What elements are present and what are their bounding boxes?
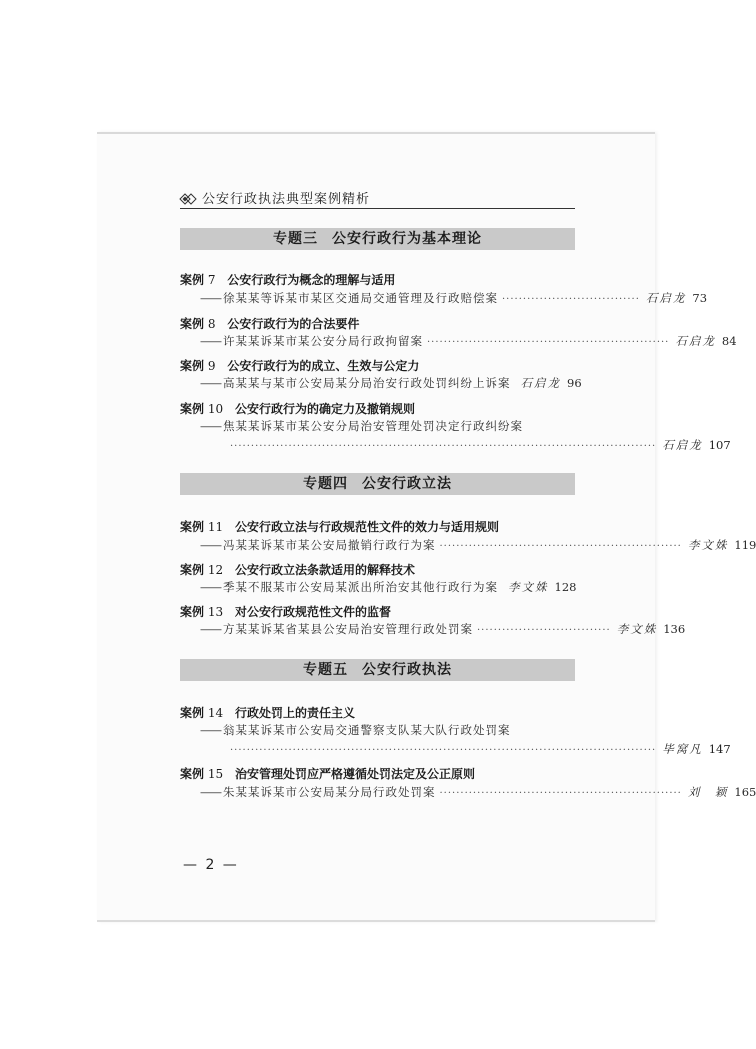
case-name: 公安行政行为的确定力及撤销规则	[234, 402, 415, 416]
case-title	[180, 271, 395, 288]
section-header	[180, 659, 575, 681]
case-subtitle-text: 方某某诉某省某县公安局治安管理行政处罚案	[223, 622, 473, 636]
case-number: 10	[207, 402, 224, 416]
case-label: 案例	[180, 273, 205, 287]
case-page-number: 107	[708, 438, 731, 452]
section-number: 专题五	[303, 662, 348, 678]
case-subtitle-text: 翁某某诉某市公安局交通警察支队某大队行政处罚案	[223, 723, 511, 737]
case-name: 行政处罚上的责任主义	[234, 706, 355, 720]
case-subtitle	[200, 784, 756, 800]
case-author: 李文姝	[508, 580, 549, 594]
case-title	[180, 603, 391, 620]
case-subtitle	[200, 418, 575, 434]
case-subtitle	[200, 290, 708, 306]
case-title	[180, 765, 475, 782]
case-dash: ——	[200, 785, 221, 799]
case-number: 11	[207, 520, 224, 534]
case-label: 案例	[180, 767, 205, 781]
leader-line	[230, 741, 731, 757]
case-subtitle	[200, 722, 575, 738]
case-number: 8	[207, 317, 216, 331]
leader-dots: ······································································································	[230, 441, 657, 452]
case-dash: ——	[200, 580, 221, 594]
leader-dots: ··························································	[427, 337, 670, 348]
case-subtitle-text: 焦某某诉某市某公安分局治安管理处罚决定行政纠纷案	[223, 419, 523, 433]
case-number: 7	[207, 273, 216, 287]
section-number: 专题三	[273, 231, 318, 247]
case-label: 案例	[180, 402, 205, 416]
case-page-number: 119	[734, 538, 756, 552]
case-subtitle-text: 徐某某等诉某市某区交通局交通管理及行政赔偿案	[223, 291, 498, 305]
case-name: 公安行政立法条款适用的解释技术	[234, 563, 415, 577]
case-subtitle-text: 季某不服某市公安局某派出所治安其他行政行为案	[223, 580, 498, 594]
section-header	[180, 473, 575, 495]
case-author: 石启龙	[675, 334, 716, 348]
case-author: 李文姝	[687, 538, 729, 552]
case-dash: ——	[200, 538, 221, 552]
case-author: 刘 颖	[687, 785, 729, 799]
case-dash: ——	[200, 622, 221, 636]
case-name: 治安管理处罚应严格遵循处罚法定及公正原则	[234, 767, 475, 781]
case-page-number: 136	[663, 622, 686, 636]
case-title	[180, 704, 355, 721]
diamond-ornament-icon	[180, 190, 198, 209]
leader-dots: ··························································	[439, 541, 682, 552]
case-dash: ——	[200, 376, 221, 390]
case-label: 案例	[180, 605, 205, 619]
case-author: 石启龙	[520, 376, 561, 390]
case-number: 15	[207, 767, 224, 781]
case-dash: ——	[200, 419, 221, 433]
case-title	[180, 357, 419, 374]
case-page-number: 73	[692, 291, 708, 305]
leader-dots: ······································································································	[230, 745, 657, 756]
case-name: 公安行政行为的成立、生效与公定力	[227, 359, 420, 373]
running-head	[180, 188, 575, 209]
case-subtitle-text: 朱某某诉某市公安局某分局行政处罚案	[223, 785, 436, 799]
case-label: 案例	[180, 359, 205, 373]
case-label: 案例	[180, 563, 205, 577]
leader-dots: ································	[477, 625, 611, 636]
case-author: 石启龙	[645, 291, 687, 305]
case-title	[180, 315, 359, 332]
case-author: 毕窝凡	[662, 742, 703, 756]
case-subtitle	[200, 333, 737, 349]
case-author: 李文姝	[616, 622, 658, 636]
case-label: 案例	[180, 520, 205, 534]
case-name: 公安行政行为的合法要件	[227, 317, 360, 331]
case-subtitle	[200, 375, 582, 391]
case-label: 案例	[180, 317, 205, 331]
case-subtitle	[200, 621, 686, 637]
section-title: 公安行政执法	[362, 662, 452, 678]
leader-dots: ·································	[502, 294, 640, 305]
case-subtitle-text: 冯某某诉某市某公安局撤销行政行为案	[223, 538, 436, 552]
case-label: 案例	[180, 706, 205, 720]
section-title: 公安行政行为基本理论	[332, 231, 482, 247]
case-name: 公安行政立法与行政规范性文件的效力与适用规则	[234, 520, 499, 534]
case-subtitle	[200, 537, 756, 553]
case-number: 14	[207, 706, 224, 720]
case-subtitle	[200, 579, 575, 595]
case-number: 13	[207, 605, 224, 619]
case-dash: ——	[200, 291, 221, 305]
case-dash: ——	[200, 334, 221, 348]
case-title	[180, 561, 415, 578]
case-name: 公安行政行为概念的理解与适用	[227, 273, 396, 287]
case-name: 对公安行政规范性文件的监督	[234, 605, 391, 619]
case-number: 9	[207, 359, 216, 373]
section-title: 公安行政立法	[362, 476, 452, 492]
case-page-number: 165	[734, 785, 756, 799]
case-page-number: 128	[554, 580, 577, 594]
leader-line	[230, 437, 731, 453]
case-author: 石启龙	[662, 438, 703, 452]
case-title	[180, 400, 415, 417]
running-head-title: 公安行政执法典型案例精析	[202, 192, 371, 207]
case-dash: ——	[200, 723, 221, 737]
section-number: 专题四	[303, 476, 348, 492]
leader-dots: ··························································	[439, 788, 682, 799]
page-folio: — 2 —	[183, 857, 239, 873]
case-title	[180, 518, 499, 535]
section-header	[180, 228, 575, 250]
case-subtitle-text: 许某某诉某市某公安分局行政拘留案	[223, 334, 423, 348]
case-page-number: 96	[567, 376, 582, 390]
case-subtitle-text: 高某某与某市公安局某分局治安行政处罚纠纷上诉案	[223, 376, 511, 390]
case-number: 12	[207, 563, 224, 577]
case-page-number: 84	[721, 334, 737, 348]
case-page-number: 147	[708, 742, 731, 756]
